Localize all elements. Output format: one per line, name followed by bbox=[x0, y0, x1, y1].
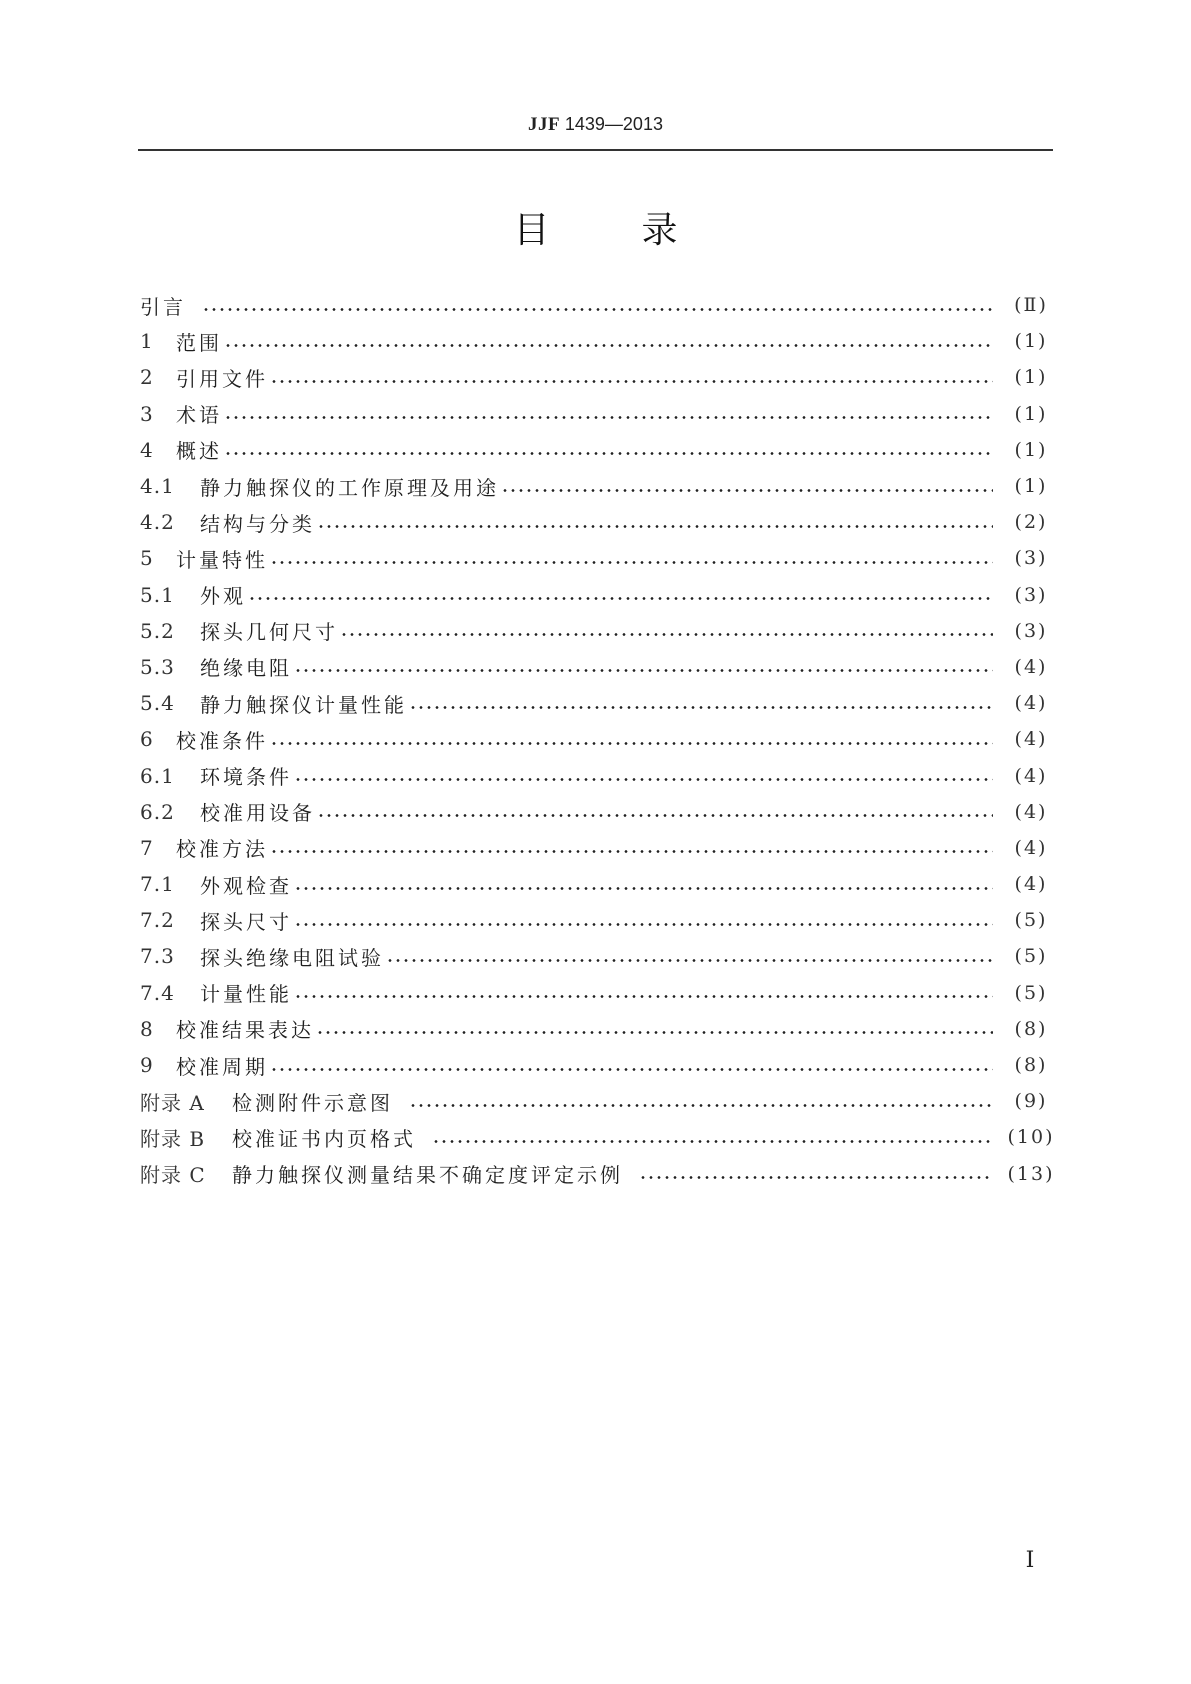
dot-leader bbox=[248, 597, 993, 600]
dot-leader bbox=[316, 1031, 993, 1034]
header-rule bbox=[138, 149, 1053, 151]
toc-entry-page: (1) bbox=[1014, 366, 1048, 389]
toc-entry-page: (8) bbox=[1014, 1017, 1048, 1040]
toc-entry-number: 5.3 bbox=[140, 654, 175, 679]
toc-entry-number: 4 bbox=[140, 437, 154, 462]
toc-entry[interactable] bbox=[140, 902, 1055, 938]
toc-entry-label: 外观 bbox=[200, 584, 246, 609]
toc-entry-page: (4) bbox=[1014, 873, 1048, 896]
dot-leader bbox=[317, 814, 993, 817]
toc-entry-label: 校准条件 bbox=[176, 728, 268, 753]
dot-leader bbox=[639, 1176, 993, 1179]
toc-entry-page: (4) bbox=[1014, 728, 1048, 751]
standard-number: 1439—2013 bbox=[564, 114, 663, 134]
dot-leader bbox=[340, 633, 993, 636]
toc-entry-label: 概述 bbox=[176, 439, 222, 464]
dot-leader bbox=[202, 308, 993, 311]
toc-entry[interactable] bbox=[140, 866, 1055, 902]
toc-entry[interactable] bbox=[140, 359, 1055, 395]
toc-entry-number: 4.1 bbox=[140, 474, 175, 499]
toc-entry[interactable] bbox=[140, 577, 1055, 613]
toc-entry-label: 结构与分类 bbox=[200, 511, 315, 536]
running-header bbox=[138, 112, 1053, 137]
toc-entry-page: (3) bbox=[1014, 619, 1048, 642]
toc-entry-page: (5) bbox=[1014, 909, 1048, 932]
toc-entry-label: 范围 bbox=[176, 330, 222, 355]
dot-leader bbox=[270, 1068, 993, 1071]
toc-entry[interactable] bbox=[140, 938, 1055, 974]
toc-entry-label: 计量性能 bbox=[200, 982, 292, 1007]
toc-entry-label: 探头几何尺寸 bbox=[200, 620, 338, 645]
dot-leader bbox=[294, 923, 993, 926]
toc-entry[interactable] bbox=[140, 613, 1055, 649]
toc-entry-label: 术语 bbox=[176, 403, 222, 428]
toc-entry[interactable] bbox=[140, 830, 1055, 866]
toc-entry-page: (3) bbox=[1014, 547, 1048, 570]
table-of-contents bbox=[140, 287, 1055, 1192]
dot-leader bbox=[224, 344, 993, 347]
toc-entry[interactable] bbox=[140, 1156, 1055, 1192]
toc-entry-number: 6.1 bbox=[140, 763, 175, 788]
dot-leader bbox=[224, 416, 993, 419]
toc-entry-page: (1) bbox=[1014, 330, 1048, 353]
dot-leader bbox=[294, 778, 993, 781]
toc-entry[interactable] bbox=[140, 1083, 1055, 1119]
toc-entry-number: 7.1 bbox=[140, 872, 175, 897]
toc-entry[interactable] bbox=[140, 323, 1055, 359]
toc-entry[interactable] bbox=[140, 1119, 1055, 1155]
toc-entry[interactable] bbox=[140, 396, 1055, 432]
dot-leader bbox=[501, 489, 993, 492]
dot-leader bbox=[294, 887, 993, 890]
toc-entry[interactable] bbox=[140, 540, 1055, 576]
toc-entry[interactable] bbox=[140, 794, 1055, 830]
toc-entry-number: 7.2 bbox=[140, 908, 175, 933]
toc-entry-number: 3 bbox=[140, 401, 154, 426]
toc-entry[interactable] bbox=[140, 504, 1055, 540]
toc-entry[interactable] bbox=[140, 287, 1055, 323]
toc-entry-page: (10) bbox=[1007, 1126, 1055, 1149]
toc-entry-page: (4) bbox=[1014, 800, 1048, 823]
dot-leader bbox=[270, 850, 993, 853]
toc-entry-label: 绝缘电阻 bbox=[200, 656, 292, 681]
toc-entry[interactable] bbox=[140, 685, 1055, 721]
toc-entry-page: (8) bbox=[1014, 1054, 1048, 1077]
toc-entry-page: (3) bbox=[1014, 583, 1048, 606]
toc-entry-label: 静力触探仪计量性能 bbox=[200, 692, 407, 717]
toc-entry-page: (1) bbox=[1014, 402, 1048, 425]
page-number: Ⅰ bbox=[1025, 1548, 1035, 1573]
toc-entry-number: 5.1 bbox=[140, 582, 175, 607]
toc-entry-page: (Ⅱ) bbox=[1014, 294, 1048, 317]
toc-entry-page: (2) bbox=[1014, 511, 1048, 534]
toc-entry-page: (4) bbox=[1014, 655, 1048, 678]
dot-leader bbox=[432, 1140, 993, 1143]
toc-entry-label: 检测附件示意图 bbox=[232, 1090, 393, 1115]
dot-leader bbox=[270, 380, 993, 383]
toc-entry-number: 2 bbox=[140, 365, 154, 390]
toc-entry-number: 9 bbox=[140, 1053, 154, 1078]
dot-leader bbox=[409, 706, 993, 709]
toc-entry-number: 5.2 bbox=[140, 618, 175, 643]
toc-entry[interactable] bbox=[140, 757, 1055, 793]
toc-entry-label: 静力触探仪的工作原理及用途 bbox=[200, 475, 499, 500]
toc-entry-label: 环境条件 bbox=[200, 765, 292, 790]
toc-entry-page: (5) bbox=[1014, 981, 1048, 1004]
toc-entry[interactable] bbox=[140, 975, 1055, 1011]
toc-entry-number: 5 bbox=[140, 546, 154, 571]
toc-entry-page: (1) bbox=[1014, 438, 1048, 461]
title-char-1: 目 bbox=[513, 210, 550, 251]
dot-leader bbox=[270, 742, 993, 745]
toc-entry-number: 附录 B bbox=[140, 1126, 206, 1151]
toc-entry-number: 7 bbox=[140, 835, 154, 860]
toc-entry-label: 探头尺寸 bbox=[200, 909, 292, 934]
toc-entry-label: 校准用设备 bbox=[200, 801, 315, 826]
toc-entry-number: 6 bbox=[140, 727, 154, 752]
toc-entry-label: 探头绝缘电阻试验 bbox=[200, 945, 384, 970]
toc-entry[interactable] bbox=[140, 1047, 1055, 1083]
toc-entry[interactable] bbox=[140, 1011, 1055, 1047]
toc-entry-number: 附录 A bbox=[140, 1090, 205, 1115]
toc-entry-page: (4) bbox=[1014, 692, 1048, 715]
toc-entry-label: 引用文件 bbox=[176, 366, 268, 391]
toc-entry-label: 校准方法 bbox=[176, 837, 268, 862]
dot-leader bbox=[386, 959, 993, 962]
toc-entry-number: 7.3 bbox=[140, 944, 175, 969]
toc-entry-label: 外观检查 bbox=[200, 873, 292, 898]
toc-entry-label: 计量特性 bbox=[176, 547, 268, 572]
toc-entry-page: (13) bbox=[1007, 1162, 1055, 1185]
toc-entry-label: 引言 bbox=[140, 294, 186, 319]
toc-entry[interactable] bbox=[140, 649, 1055, 685]
toc-entry-number: 6.2 bbox=[140, 799, 175, 824]
toc-entry-number: 1 bbox=[140, 329, 154, 354]
toc-entry[interactable] bbox=[140, 721, 1055, 757]
toc-entry-label: 静力触探仪测量结果不确定度评定示例 bbox=[232, 1163, 623, 1188]
page-title bbox=[138, 207, 1053, 255]
toc-entry-label: 校准周期 bbox=[176, 1054, 268, 1079]
toc-entry-number: 4.2 bbox=[140, 510, 175, 535]
dot-leader bbox=[409, 1104, 993, 1107]
toc-entry-number: 7.4 bbox=[140, 980, 175, 1005]
title-char-2: 录 bbox=[641, 210, 678, 251]
toc-entry-number: 5.4 bbox=[140, 691, 175, 716]
toc-entry-page: (1) bbox=[1014, 475, 1048, 498]
toc-entry[interactable] bbox=[140, 432, 1055, 468]
toc-entry-page: (9) bbox=[1014, 1090, 1048, 1113]
toc-entry[interactable] bbox=[140, 468, 1055, 504]
toc-entry-label: 校准证书内页格式 bbox=[232, 1126, 416, 1151]
dot-leader bbox=[224, 452, 993, 455]
toc-entry-number: 8 bbox=[140, 1016, 154, 1041]
dot-leader bbox=[294, 995, 993, 998]
standard-code: JJF bbox=[528, 114, 561, 135]
toc-entry-page: (4) bbox=[1014, 836, 1048, 859]
toc-entry-number: 附录 C bbox=[140, 1163, 206, 1188]
toc-entry-page: (4) bbox=[1014, 764, 1048, 787]
dot-leader bbox=[294, 669, 993, 672]
dot-leader bbox=[317, 525, 993, 528]
toc-entry-label: 校准结果表达 bbox=[176, 1018, 314, 1043]
dot-leader bbox=[270, 561, 993, 564]
toc-entry-page: (5) bbox=[1014, 945, 1048, 968]
